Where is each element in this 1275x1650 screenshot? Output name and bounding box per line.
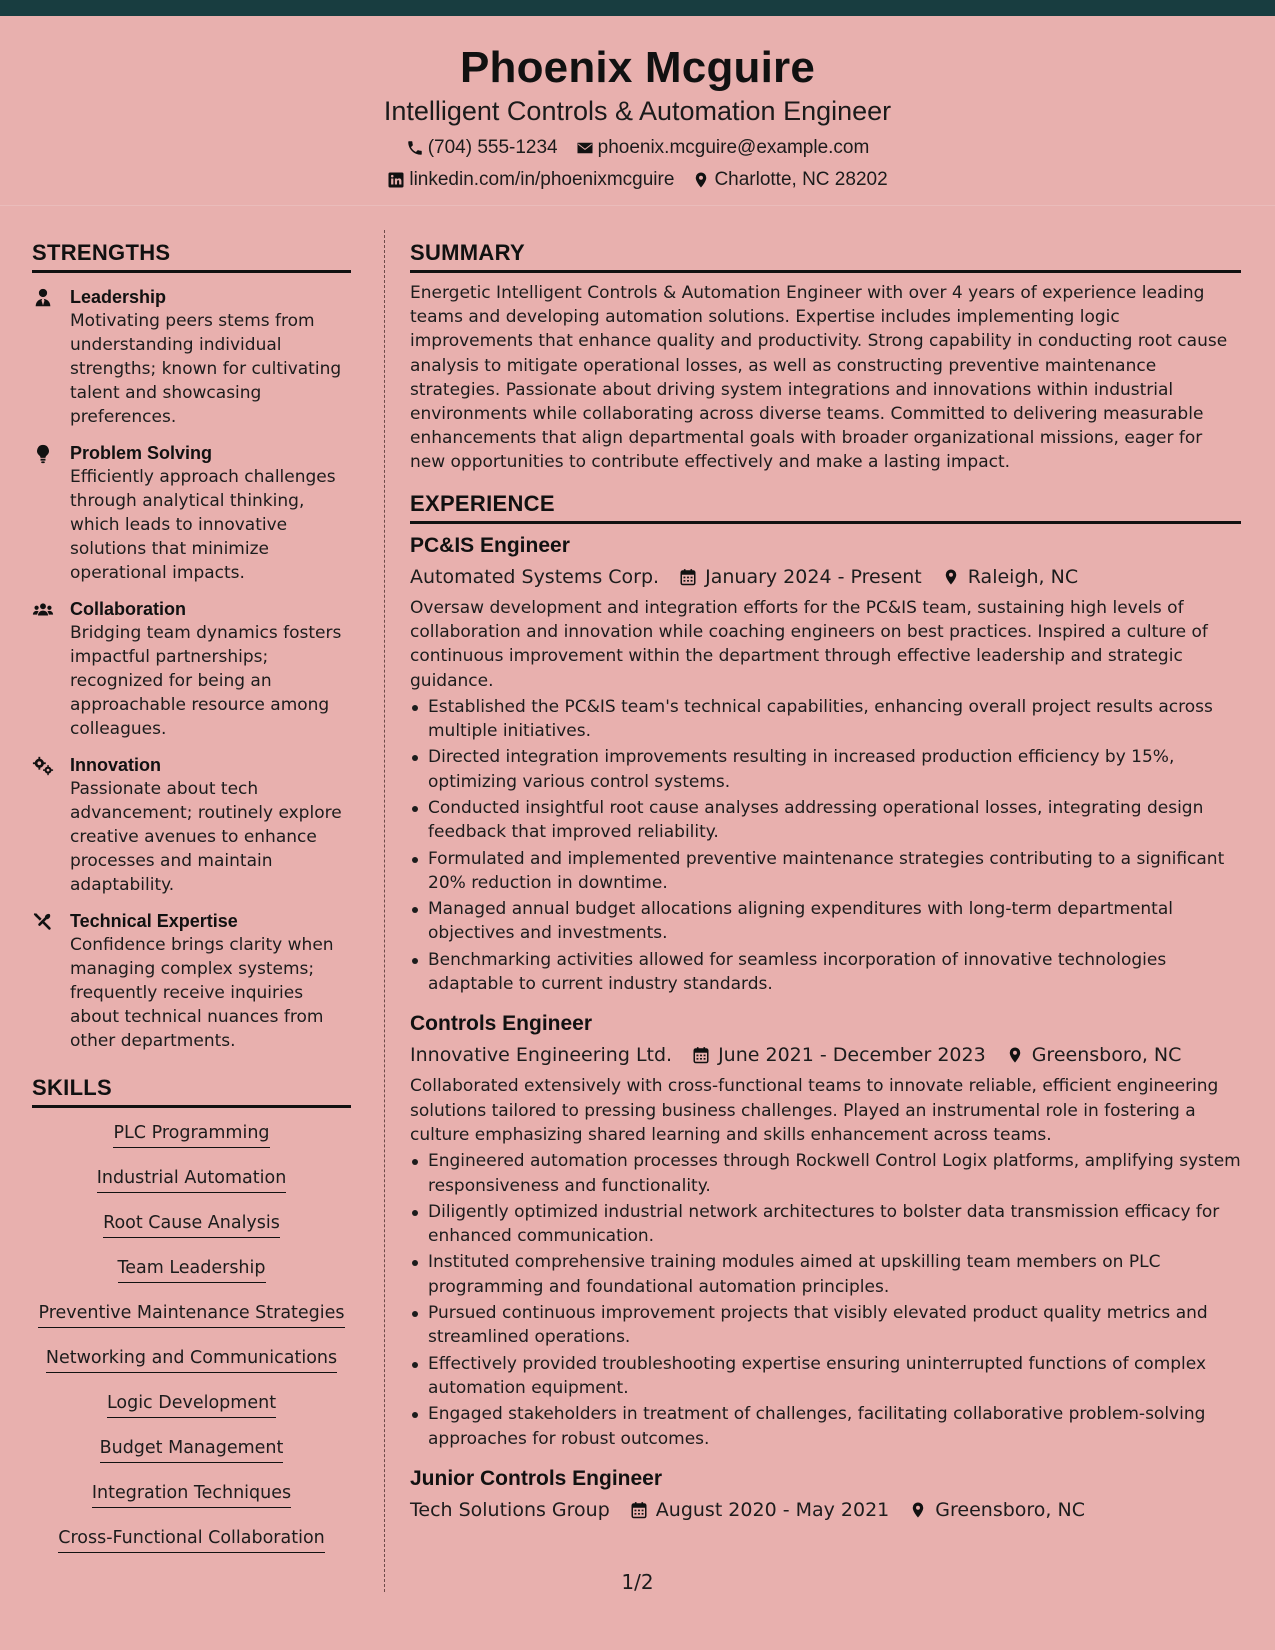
candidate-name: Phoenix Mcguire (459, 43, 816, 92)
experience-heading: EXPERIENCE (410, 491, 1241, 524)
job-description: Oversaw development and integration efforts for the PC&IS team, sustaining high levels of collaboration and innovation while coaching engineers on best practices. Inspired a culture of continuous improvement within the department through effective leadership and strategic guidance. (410, 597, 1208, 691)
resume-header (0, 16, 1275, 206)
job-meta (410, 1497, 1241, 1523)
job-bullets (410, 1149, 1241, 1451)
strength-name: Leadership (70, 287, 167, 307)
map-marker-icon (692, 171, 710, 189)
strength-name: Collaboration (70, 599, 186, 619)
skill-tag: Logic Development (107, 1388, 276, 1418)
calendar-icon (692, 1046, 710, 1064)
job-dates: June 2021 - December 2023 (718, 1044, 986, 1067)
job-meta (410, 1042, 1241, 1068)
contact-line-1 (0, 135, 1275, 161)
job-entry (410, 532, 1241, 997)
skills-list (32, 1118, 351, 1568)
skill-tag: Budget Management (100, 1433, 284, 1463)
job-location: Greensboro, NC (935, 1498, 1085, 1521)
strength-name: Technical Expertise (70, 911, 238, 931)
phone-icon (406, 139, 424, 157)
skill-tag: PLC Programming (113, 1118, 269, 1148)
strength-name: Problem Solving (70, 443, 213, 463)
strength-desc: Confidence brings clarity when managing complex systems; frequently receive inquiries about technical nuances from other departments. (70, 935, 334, 1051)
column-divider (384, 230, 385, 1592)
email-contact[interactable] (576, 137, 870, 159)
job-title: Controls Engineer (410, 1012, 593, 1036)
bullet-item: Effectively provided troubleshooting expertise ensuring uninterrupted functions of complex automation equipment. (410, 1352, 1241, 1401)
tools-icon (32, 911, 54, 933)
job-company: Automated Systems Corp. (410, 565, 660, 588)
skill-tag: Cross-Functional Collaboration (58, 1523, 325, 1553)
skill-tag: Industrial Automation (97, 1163, 287, 1193)
strength-desc: Motivating peers stems from understanding individual strengths; known for cultivating talent and showcasing preferences. (70, 311, 342, 427)
bullet-item: Managed annual budget allocations aligning expenditures with long-term departmental objectives and investments. (410, 897, 1241, 946)
page-number: 1/2 (621, 1570, 654, 1594)
job-dates: August 2020 - May 2021 (655, 1498, 890, 1521)
strength-name: Innovation (70, 755, 161, 775)
skill-tag: Team Leadership (118, 1253, 266, 1283)
job-entry (410, 1465, 1241, 1523)
job-location: Raleigh, NC (967, 565, 1079, 588)
bullet-item: Instituted comprehensive training modules aimed at upskilling team members on PLC programming and foundational automation principles. (410, 1250, 1241, 1299)
job-description: Collaborated extensively with cross-functional teams to innovate reliable, efficient engineering solutions tailored to pressing business challenges. Played an instrumental role in fostering a culture emphasizing shared learning and skills enhancement across teams. (410, 1076, 1219, 1145)
map-marker-icon (942, 568, 960, 586)
strength-item (32, 441, 351, 585)
strength-item (32, 285, 351, 429)
linkedin-contact[interactable] (387, 169, 674, 191)
strength-desc: Efficiently approach challenges through analytical thinking, which leads to innovative solutions that minimize operational impacts. (70, 467, 336, 583)
location-contact (692, 169, 887, 191)
skills-heading: SKILLS (32, 1075, 351, 1108)
skill-tag: Preventive Maintenance Strategies (38, 1298, 344, 1328)
top-accent-bar (0, 0, 1275, 16)
candidate-title: Intelligent Controls & Automation Engineer (383, 96, 892, 127)
skill-tag: Root Cause Analysis (103, 1208, 280, 1238)
right-column (410, 240, 1241, 1523)
job-dates: January 2024 - Present (705, 565, 922, 588)
strengths-heading: STRENGTHS (32, 240, 351, 273)
lightbulb-icon (32, 443, 54, 465)
users-icon (32, 599, 54, 621)
bullet-item: Formulated and implemented preventive maintenance strategies contributing to a significant 20% reduction in downtime. (410, 847, 1241, 896)
summary-heading: SUMMARY (410, 240, 1241, 273)
bullet-item: Pursued continuous improvement projects that visibly elevated product quality metrics and streamlined operations. (410, 1301, 1241, 1350)
map-marker-icon (1006, 1046, 1024, 1064)
job-title: Junior Controls Engineer (410, 1466, 663, 1490)
strength-item (32, 909, 351, 1053)
linkedin-url: linkedin.com/in/phoenixmcguire (409, 169, 675, 191)
user-tie-icon (32, 287, 54, 309)
phone-number: (704) 555-1234 (427, 137, 558, 159)
gears-icon (32, 755, 54, 777)
bullet-item: Diligently optimized industrial network architectures to bolster data transmission efficacy for enhanced communication. (410, 1200, 1241, 1249)
summary-text: Energetic Intelligent Controls & Automation Engineer with over 4 years of experience leading teams and developing automation solutions. Expertise includes implementing logic improvements that enhance quality and productivity. Strong capability in conducting root cause analysis to mitigate operational losses, as well as constructing preventive maintenance strategies. Passionate about driving system integrations and innovations within industrial environments while collaborating across diverse teams. Committed to delivering measurable enhancements that align departmental goals with broader organizational missions, eager for new opportunities to contribute effectively and make a lasting impact. (410, 283, 1228, 473)
location-text: Charlotte, NC 28202 (714, 169, 888, 191)
bullet-item: Established the PC&IS team's technical capabilities, enhancing overall project results across multiple initiatives. (410, 695, 1241, 744)
job-company: Innovative Engineering Ltd. (410, 1044, 673, 1067)
job-meta (410, 564, 1241, 590)
envelope-icon (576, 139, 594, 157)
strength-desc: Bridging team dynamics fosters impactful partnerships; recognized for being an approachable resource among colleagues. (70, 623, 342, 739)
job-company: Tech Solutions Group (410, 1498, 610, 1521)
calendar-icon (679, 568, 697, 586)
linkedin-icon (387, 171, 405, 189)
email-address: phoenix.mcguire@example.com (597, 137, 870, 159)
job-entry (410, 1010, 1241, 1450)
bullet-item: Engineered automation processes through Rockwell Control Logix platforms, amplifying system responsiveness and functionality. (410, 1149, 1241, 1198)
job-title: PC&IS Engineer (410, 533, 570, 557)
left-column (32, 240, 351, 1568)
bullet-item: Engaged stakeholders in treatment of challenges, facilitating collaborative problem-solving approaches for robust outcomes. (410, 1402, 1241, 1451)
strength-item (32, 597, 351, 741)
bullet-item: Benchmarking activities allowed for seamless incorporation of innovative technologies adaptable to current industry standards. (410, 948, 1241, 997)
job-location: Greensboro, NC (1031, 1044, 1182, 1067)
job-bullets (410, 695, 1241, 997)
bullet-item: Conducted insightful root cause analyses addressing operational losses, integrating design feedback that improved reliability. (410, 796, 1241, 845)
skill-tag: Integration Techniques (92, 1478, 291, 1508)
skill-tag: Networking and Communications (46, 1343, 337, 1373)
bullet-item: Directed integration improvements resulting in increased production efficiency by 15%, optimizing various control systems. (410, 745, 1241, 794)
phone-contact[interactable] (406, 137, 558, 159)
contact-line-2 (0, 167, 1275, 193)
map-marker-icon (909, 1501, 927, 1519)
strength-item (32, 753, 351, 897)
calendar-icon (630, 1501, 648, 1519)
strength-desc: Passionate about tech advancement; routinely explore creative avenues to enhance processes and maintain adaptability. (70, 779, 342, 895)
